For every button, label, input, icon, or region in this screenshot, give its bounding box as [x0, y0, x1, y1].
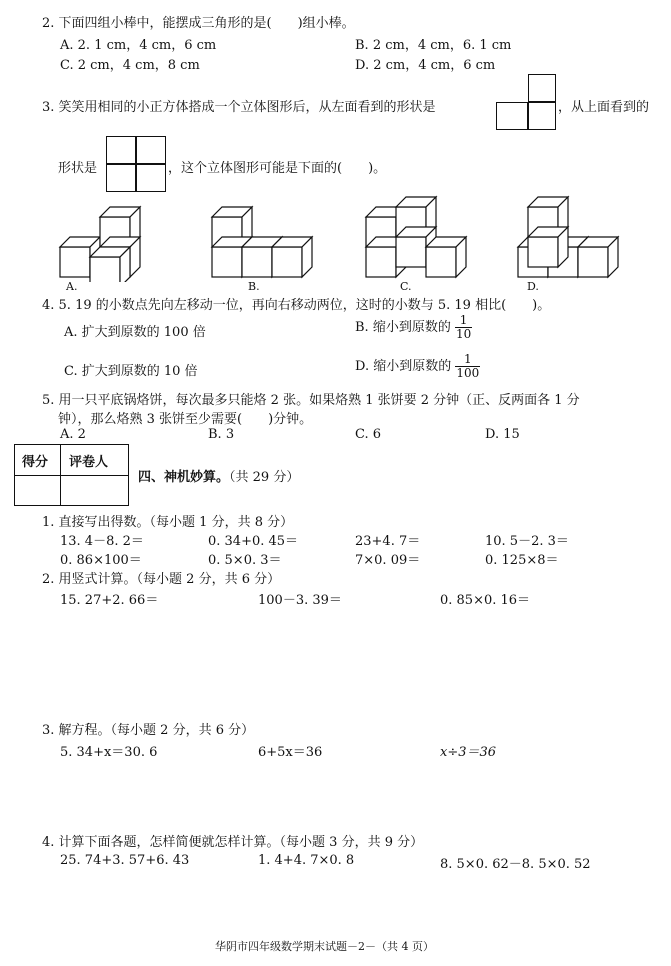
q4-stem: 4. 5. 19 的小数点先向左移动一位，再向右移动两位，这时的小数与 5. 19 相比( )。	[42, 298, 551, 313]
fraction-one-hundredth: $\frac{1}{100}$	[456, 352, 480, 380]
s3-item: 6+5x＝36	[258, 745, 323, 760]
s1-item: 0. 125×8＝	[485, 553, 559, 568]
s2-item: 15. 27+2. 66＝	[60, 593, 159, 608]
q3-stem-c: 形状是	[58, 161, 98, 176]
s1-title: 1. 直接写出得数。（每小题 1 分，共 8 分）	[42, 515, 294, 530]
q3-stem-b: ，从上面看到的	[558, 100, 650, 115]
q3-label-b[interactable]: B.	[248, 280, 260, 293]
q4-option-b-text: B. 缩小到原数的	[355, 320, 451, 335]
s1-item: 10. 5－2. 3＝	[485, 534, 569, 549]
q2-option-a[interactable]: A. 2. 1 cm，4 cm，6 cm	[60, 38, 217, 53]
cube-figure-c	[366, 197, 466, 277]
q5-option-a[interactable]: A. 2	[60, 427, 86, 442]
cube-figure-b	[212, 207, 312, 277]
s2-title: 2. 用竖式计算。（每小题 2 分，共 6 分）	[42, 572, 281, 587]
q2-option-c[interactable]: C. 2 cm，4 cm，8 cm	[60, 58, 200, 73]
q5-option-c[interactable]: C. 6	[355, 427, 382, 442]
cube-figure-a	[60, 207, 140, 282]
q4-option-b[interactable]	[355, 314, 472, 341]
q3-stem-d: ，这个立体图形可能是下面的( )。	[168, 161, 387, 176]
s3-title: 3. 解方程。（每小题 2 分，共 6 分）	[42, 723, 255, 738]
s2-item: 100－3. 39＝	[258, 593, 342, 608]
s3-item: x÷3＝36	[440, 745, 497, 760]
s1-item: 0. 86×100＝	[60, 553, 142, 568]
q3-stem-a: 3. 笑笑用相同的小正方体搭成一个立体图形后，从左面看到的形状是	[42, 100, 436, 115]
s4-item: 8. 5×0. 62－8. 5×0. 52	[440, 857, 591, 872]
q3-label-c[interactable]: C.	[400, 280, 412, 293]
cube-options-figure	[40, 190, 660, 282]
q3-label-d[interactable]: D.	[527, 280, 539, 293]
score-table	[14, 444, 129, 506]
q4-option-a[interactable]: A. 扩大到原数的 100 倍	[64, 325, 206, 340]
q2-stem: 2. 下面四组小棒中，能摆成三角形的是( )组小棒。	[42, 16, 355, 31]
cube-figure-d	[518, 197, 618, 277]
s3-item: 5. 34+x＝30. 6	[60, 745, 158, 760]
s4-title: 4. 计算下面各题，怎样简便就怎样计算。（每小题 3 分，共 9 分）	[42, 835, 424, 850]
score-header: 得分	[22, 455, 49, 470]
s1-item: 13. 4－8. 2＝	[60, 534, 144, 549]
grader-header: 评卷人	[69, 455, 109, 470]
q4-option-c[interactable]: C. 扩大到原数的 10 倍	[64, 364, 198, 379]
q2-option-b[interactable]: B. 2 cm，4 cm，6. 1 cm	[355, 38, 512, 53]
s1-item: 0. 5×0. 3＝	[208, 553, 282, 568]
q2-option-d[interactable]: D. 2 cm，4 cm，6 cm	[355, 58, 496, 73]
q4-option-d[interactable]	[355, 353, 480, 380]
s2-item: 0. 85×0. 16＝	[440, 593, 531, 608]
q4-option-d-text: D. 缩小到原数的	[355, 359, 452, 374]
section4-header	[138, 466, 299, 485]
s1-item: 23+4. 7＝	[355, 534, 421, 549]
section4-points: （共 29 分）	[229, 470, 300, 485]
q5-option-b[interactable]: B. 3	[208, 427, 235, 442]
s4-item: 25. 74+3. 57+6. 43	[60, 853, 190, 868]
q5-option-d[interactable]: D. 15	[485, 427, 520, 442]
q3-label-a[interactable]: A.	[66, 280, 78, 293]
q5-line2: 钟），那么烙熟 3 张饼至少需要( )分钟。	[58, 412, 313, 427]
s4-item: 1. 4+4. 7×0. 8	[258, 853, 355, 868]
section4-title: 四、神机妙算。	[138, 470, 230, 485]
q5-line1: 5. 用一只平底锅烙饼，每次最多只能烙 2 张。如果烙熟 1 张饼要 2 分钟（正、反两面各 1 分	[42, 393, 580, 408]
fraction-one-tenth: $\frac{1}{10}$	[455, 313, 472, 341]
s1-item: 0. 34+0. 45＝	[208, 534, 299, 549]
s1-item: 7×0. 09＝	[355, 553, 421, 568]
page-footer: 华阴市四年级数学期末试题－2－（共 4 页）	[215, 940, 434, 953]
